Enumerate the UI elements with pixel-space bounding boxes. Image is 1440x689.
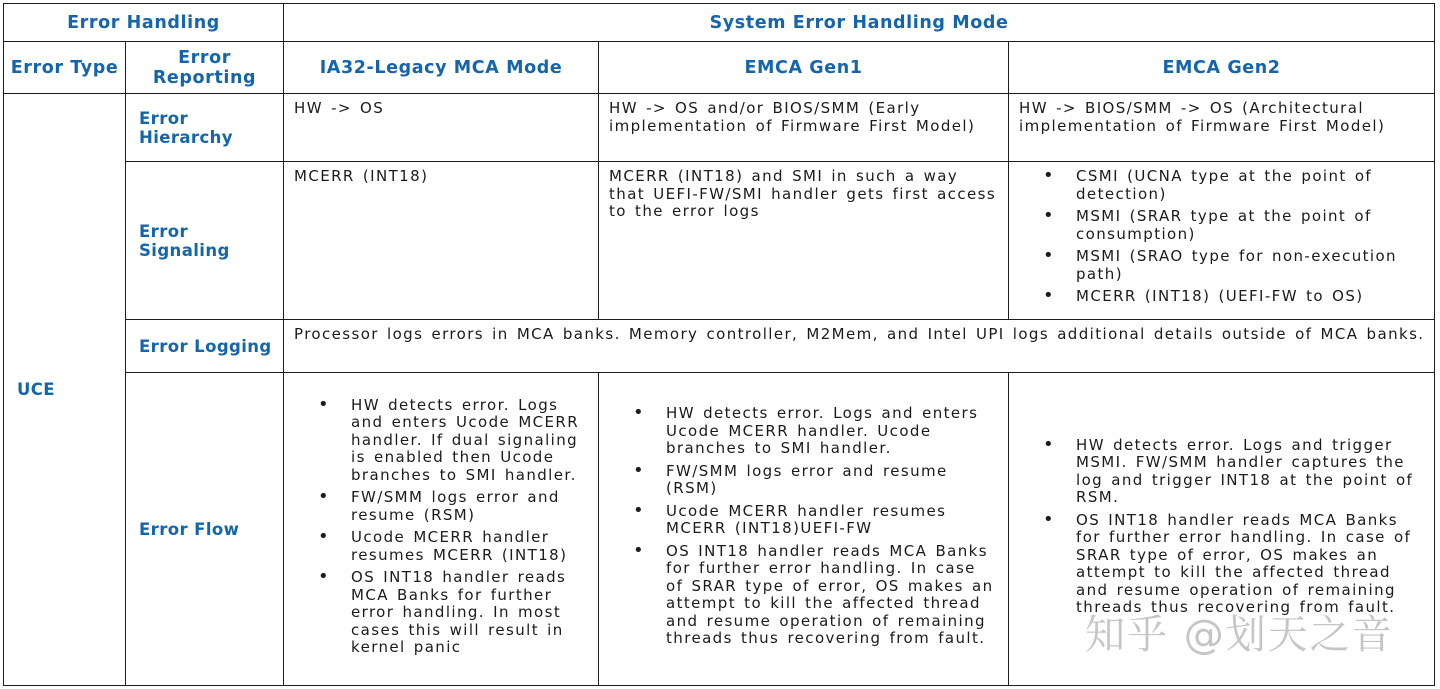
- bullet-item: • HW detects error. Logs and trigger MSMI. FW/SMM handler captures the log and trigger INT18 at the point of RSM.: [1043, 437, 1425, 507]
- header-error-handling: Error Handling: [4, 4, 284, 42]
- cell-flow-gen2: [1009, 373, 1435, 686]
- cell-flow-ia32: [284, 373, 599, 686]
- flow-gen2-bullet-list: [1019, 437, 1425, 617]
- bullet-item: • MSMI (SRAO type for non-execution path): [1043, 248, 1425, 283]
- bullet-item: • OS INT18 handler reads MCA Banks for further error handling. In case of SRAR type of error, OS makes an attempt to kill the affected thread and resume operation of remaining threads thus recovering from fault.: [633, 543, 999, 648]
- bullet-item: • Ucode MCERR handler resumes MCERR (INT18)UEFI-FW: [633, 503, 999, 538]
- cell-signaling-gen2: [1009, 162, 1435, 320]
- row-error-signaling: [4, 162, 1435, 320]
- signaling-gen2-bullet-list: [1019, 168, 1425, 306]
- col-header-emca-gen2: EMCA Gen2: [1009, 42, 1435, 94]
- label-error-hierarchy: Error Hierarchy: [126, 94, 284, 162]
- header-system-error-handling-mode: System Error Handling Mode: [284, 4, 1435, 42]
- bullet-item: • MSMI (SRAR type at the point of consumption): [1043, 208, 1425, 243]
- label-error-flow: Error Flow: [126, 373, 284, 686]
- label-error-signaling: Error Signaling: [126, 162, 284, 320]
- bullet-item: • FW/SMM logs error and resume (RSM): [633, 463, 999, 498]
- cell-hierarchy-gen2: HW -> BIOS/SMM -> OS (Architectural implementation of Firmware First Model): [1009, 94, 1435, 162]
- bullet-item: • CSMI (UCNA type at the point of detection): [1043, 168, 1425, 203]
- cell-flow-gen1: [599, 373, 1009, 686]
- bullet-item: • OS INT18 handler reads MCA Banks for further error handling. In most cases this will result in kernel panic: [318, 569, 589, 657]
- col-header-ia32-legacy-mca-mode: IA32-Legacy MCA Mode: [284, 42, 599, 94]
- bullet-item: • MCERR (INT18) (UEFI-FW to OS): [1043, 288, 1425, 306]
- header-row-top: [4, 4, 1435, 42]
- cell-signaling-ia32: MCERR (INT18): [284, 162, 599, 320]
- error-handling-table: [3, 3, 1435, 686]
- row-error-hierarchy: [4, 94, 1435, 162]
- zhihu-watermark: 知乎 @划天之音: [1085, 612, 1394, 658]
- flow-ia32-bullet-list: [294, 397, 589, 657]
- bullet-item: • Ucode MCERR handler resumes MCERR (INT18): [318, 529, 589, 564]
- cell-signaling-gen1: MCERR (INT18) and SMI in such a way that UEFI-FW/SMI handler gets first access to the error logs: [599, 162, 1009, 320]
- flow-gen1-bullet-list: [609, 405, 999, 648]
- col-header-error-type: Error Type: [4, 42, 126, 94]
- label-error-logging: Error Logging: [126, 320, 284, 373]
- cell-logging-all-modes: Processor logs errors in MCA banks. Memory controller, M2Mem, and Intel UPI logs additional details outside of MCA banks.: [284, 320, 1435, 373]
- col-header-error-reporting: Error Reporting: [126, 42, 284, 94]
- bullet-item: • FW/SMM logs error and resume (RSM): [318, 489, 589, 524]
- bullet-item: • HW detects error. Logs and enters Ucode MCERR handler. Ucode branches to SMI handler.: [633, 405, 999, 458]
- row-error-flow: [4, 373, 1435, 686]
- bullet-item: • OS INT18 handler reads MCA Banks for further error handling. In case of SRAR type of error, OS makes an attempt to kill the affected thread and resume operation of remaining threads thus recovering from fault.: [1043, 512, 1425, 617]
- header-row-columns: [4, 42, 1435, 94]
- cell-hierarchy-gen1: HW -> OS and/or BIOS/SMM (Early implementation of Firmware First Model): [599, 94, 1009, 162]
- cell-error-type-uce: UCE: [4, 94, 126, 686]
- col-header-emca-gen1: EMCA Gen1: [599, 42, 1009, 94]
- bullet-item: • HW detects error. Logs and enters Ucode MCERR handler. If dual signaling is enabled then Ucode branches to SMI handler.: [318, 397, 589, 485]
- row-error-logging: [4, 320, 1435, 373]
- cell-hierarchy-ia32: HW -> OS: [284, 94, 599, 162]
